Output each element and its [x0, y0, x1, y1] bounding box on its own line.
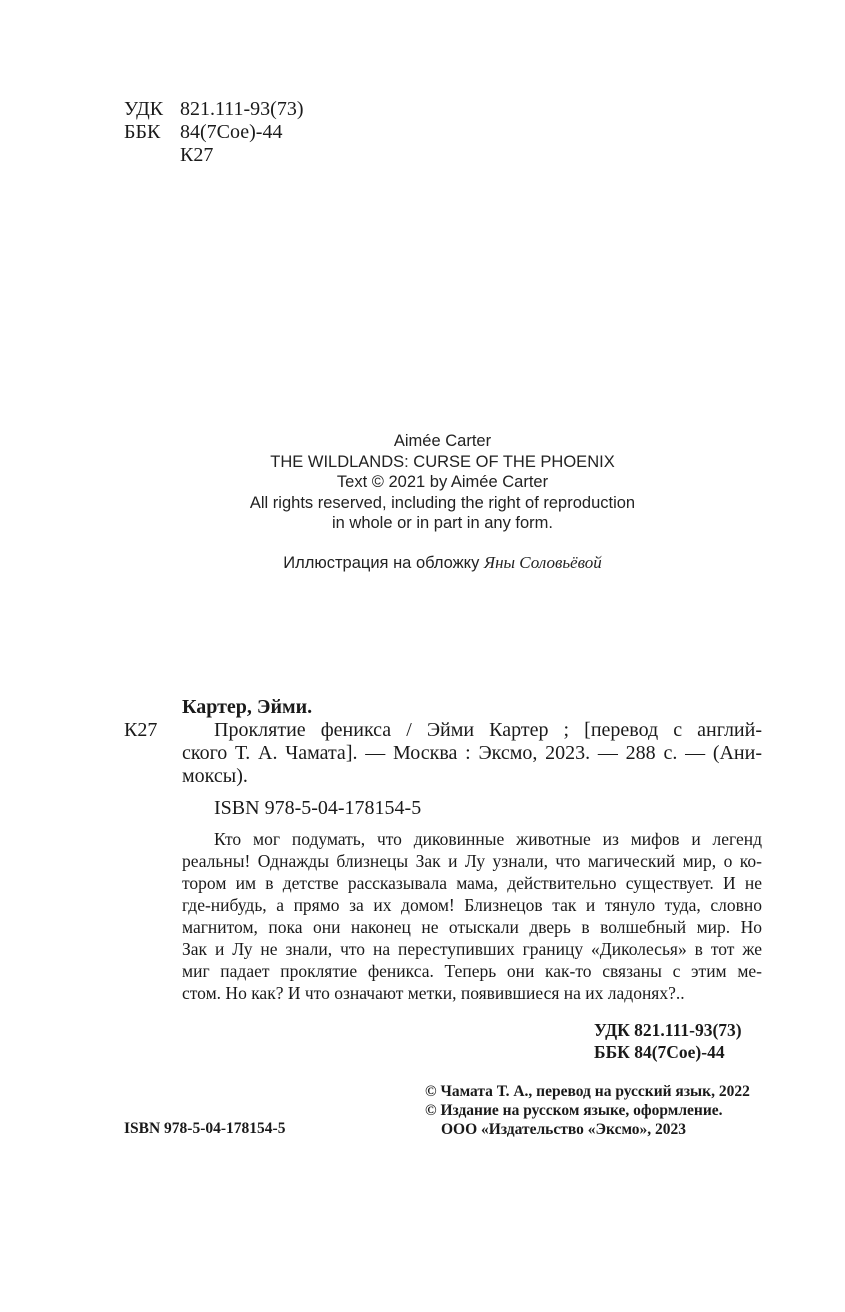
bbk-label: ББК	[124, 121, 161, 143]
illustration-credit	[150, 553, 735, 574]
bottom-udk: УДК 821.111-93(73)	[594, 1020, 742, 1040]
copyright-edition-line-1: © Издание на русском языке, оформление.	[425, 1102, 723, 1119]
catalog-isbn: ISBN 978-5-04-178154-5	[214, 797, 422, 819]
footer-isbn: ISBN 978-5-04-178154-5	[124, 1120, 286, 1137]
catalog-line-2: ского Т. А. Чамата]. — Москва : Эксмо, 2023. — 288 с. — (Ани-	[182, 742, 762, 764]
annotation-line: Кто мог подумать, что диковинные животные из мифов и легенд	[214, 829, 762, 849]
illustration-prefix: Иллюстрация на обложку	[283, 554, 484, 572]
annotation-line: тором им в детстве рассказывала мама, действительно существует. И не	[182, 873, 762, 893]
original-title: THE WILDLANDS: CURSE OF THE PHOENIX	[270, 452, 615, 471]
annotation	[182, 828, 762, 1004]
catalog-line-1: Проклятие феникса / Эйми Картер ; [перевод с англий-	[214, 719, 762, 741]
original-copyright: Text © 2021 by Aimée Carter	[336, 473, 549, 491]
bbk-value: 84(7Сое)-44	[180, 121, 283, 143]
original-edition-block	[150, 431, 735, 534]
rights-line-2: in whole or in part in any form.	[331, 514, 554, 532]
catalog-heading: Картер, Эйми.	[182, 696, 313, 718]
annotation-line: стом. Но как? И что означают метки, появившиеся на их ладонях?..	[182, 983, 685, 1003]
copyright-edition-line-2: ООО «Издательство «Эксмо», 2023	[441, 1121, 687, 1138]
bottom-bbk: ББК 84(7Сое)-44	[594, 1042, 725, 1062]
catalog-description	[182, 719, 762, 788]
annotation-line: миг падает проклятие феникса. Теперь они как-то связаны с этим ме-	[182, 961, 762, 981]
catalog-mark: К27	[124, 719, 158, 741]
udk-label: УДК	[124, 98, 164, 120]
rights-line-1: All rights reserved, including the right of reproduction	[249, 493, 636, 512]
annotation-line: магнитом, пока они наконец не отыскали дверь в волшебный мир. Но	[182, 917, 762, 937]
illustration-artist: Яны Соловьёвой	[483, 553, 602, 572]
original-author: Aimée Carter	[393, 432, 492, 450]
annotation-line: Зак и Лу не знали, что на переступивших границу «Диколесья» в тот же	[182, 939, 762, 959]
catalog-line-3: моксы).	[182, 765, 248, 787]
udk-value: 821.111-93(73)	[180, 98, 304, 120]
copyright-translation: © Чамата Т. А., перевод на русский язык, 2022	[425, 1083, 750, 1100]
annotation-line: где-нибудь, а прямо за их домом! Близнецов так и тянуло туда, словно	[182, 895, 762, 915]
annotation-line: реальны! Однажды близнецы Зак и Лу узнали, что магический мир, о ко-	[182, 851, 762, 871]
author-mark: К27	[180, 144, 214, 166]
